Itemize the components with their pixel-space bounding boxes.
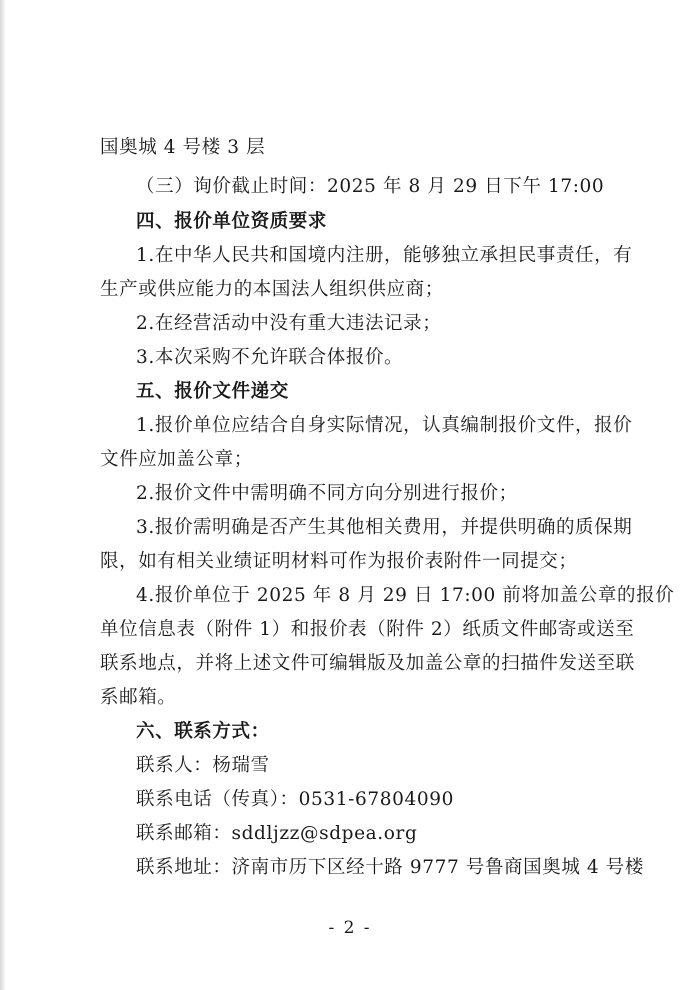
qualification-item-1: 1.在中华人民共和国境内注册，能够独立承担民事责任，有 [136, 245, 633, 266]
address-continuation: 国奥城 4 号楼 3 层 [100, 137, 266, 158]
contact-phone: 联系电话（传真）：0531-67804090 [136, 789, 454, 810]
qualification-item-2: 2.在经营活动中没有重大违法记录； [136, 313, 442, 334]
qualification-item-3: 3.本次采购不允许联合体报价。 [136, 347, 404, 368]
contact-address: 联系地址：济南市历下区经十路 9777 号鲁商国奥城 4 号楼 [136, 857, 644, 878]
scan-edge-shadow [0, 0, 6, 990]
submission-item-4-continued-3: 系邮箱。 [100, 687, 177, 708]
submission-item-3: 3.报价需明确是否产生其他相关费用，并提供明确的质保期 [136, 517, 633, 538]
submission-item-4: 4.报价单位于 2025 年 8 月 29 日 17:00 前将加盖公章的报价 [136, 585, 675, 606]
contact-person: 联系人：杨瑞雪 [136, 755, 270, 776]
submission-item-4-continued-2: 联系地点，并将上述文件可编辑版及加盖公章的扫描件发送至联 [100, 653, 635, 674]
contact-email: 联系邮箱：sddljzz@sdpea.org [136, 823, 418, 844]
section-heading-contact: 六、联系方式： [136, 721, 270, 742]
submission-item-3-continued: 限，如有相关业绩证明材料可作为报价表附件一同提交； [100, 551, 578, 572]
qualification-item-1-continued: 生产或供应能力的本国法人组织供应商； [100, 279, 444, 300]
submission-item-1: 1.报价单位应结合自身实际情况，认真编制报价文件，报价 [136, 415, 633, 436]
section-heading-submission: 五、报价文件递交 [136, 381, 289, 402]
submission-item-2: 2.报价文件中需明确不同方向分别进行报价； [136, 483, 518, 504]
submission-item-4-continued-1: 单位信息表（附件 1）和报价表（附件 2）纸质文件邮寄或送至 [100, 619, 635, 640]
page-number: - 2 - [328, 918, 372, 938]
section-heading-qualifications: 四、报价单位资质要求 [136, 211, 328, 232]
inquiry-deadline: （三）询价截止时间：2025 年 8 月 29 日下午 17:00 [136, 176, 605, 197]
submission-item-1-continued: 文件应加盖公章； [100, 449, 253, 470]
